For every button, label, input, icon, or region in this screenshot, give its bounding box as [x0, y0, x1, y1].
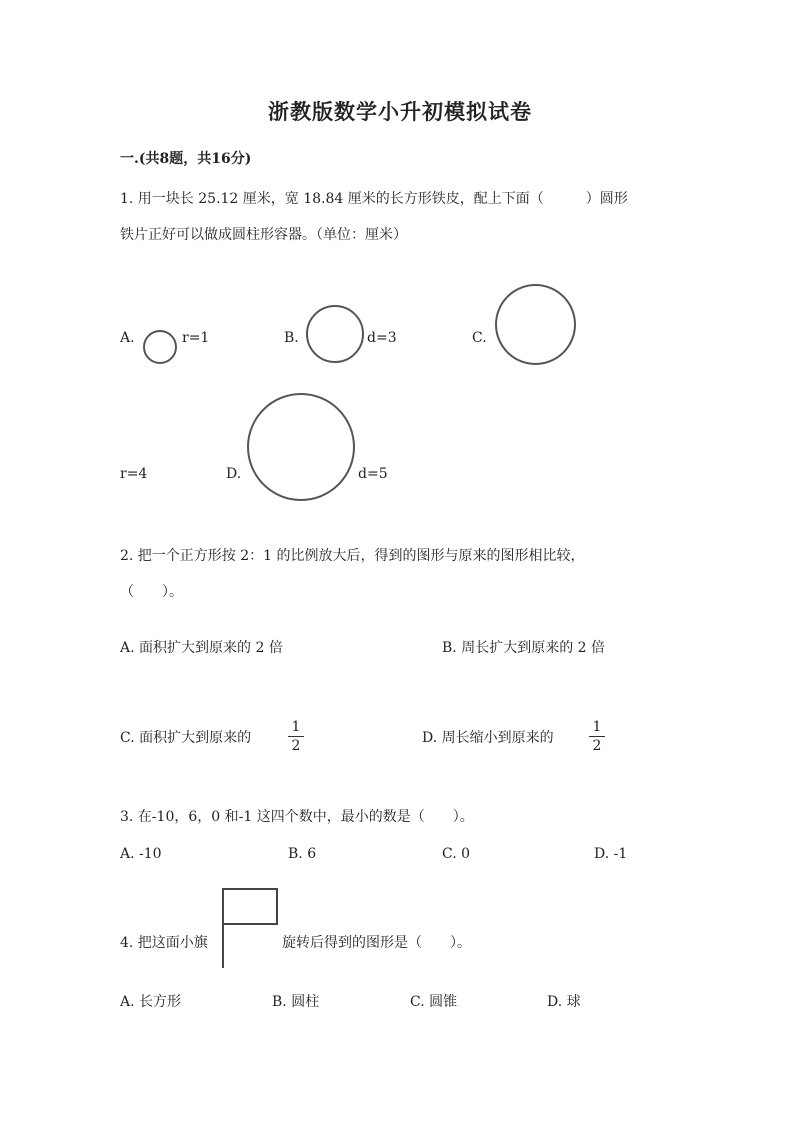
q2-line1: 2. 把一个正方形按 2：1 的比例放大后，得到的图形与原来的图形相比较，: [120, 548, 585, 564]
q1-label-b: d=3: [367, 330, 397, 346]
q1-circle-a: [143, 330, 177, 364]
flag-icon: [222, 888, 278, 925]
page-title: 浙教版数学小升初模拟试卷: [268, 99, 532, 124]
q4-option-c[interactable]: C. 圆锥: [410, 994, 458, 1010]
q1-line1: 1. 用一块长 25.12 厘米，宽 18.84 厘米的长方形铁皮，配上下面（ ）圆形: [120, 191, 628, 207]
fraction-bar: [288, 736, 304, 737]
fraction-numerator: 1: [592, 719, 602, 735]
q2-fraction-d: [589, 720, 605, 753]
q4-text-after: 旋转后得到的图形是（ ）。: [282, 935, 471, 951]
q1-option-a[interactable]: A.: [120, 330, 135, 346]
q1-circle-d: [247, 393, 355, 501]
q1-line2: 铁片正好可以做成圆柱形容器。（单位：厘米）: [120, 227, 407, 243]
q1-option-b[interactable]: B.: [284, 330, 299, 346]
q1-option-d[interactable]: D.: [226, 466, 242, 482]
q2-option-a[interactable]: A. 面积扩大到原来的 2 倍: [120, 640, 283, 656]
q3-option-d[interactable]: D. -1: [594, 846, 628, 862]
q4-option-b[interactable]: B. 圆柱: [272, 994, 320, 1010]
q3-option-b[interactable]: B. 6: [288, 846, 317, 862]
q4-option-a[interactable]: A. 长方形: [120, 994, 182, 1010]
q1-circle-c: [495, 284, 576, 365]
q2-option-b[interactable]: B. 周长扩大到原来的 2 倍: [442, 640, 605, 656]
q2-option-c[interactable]: C. 面积扩大到原来的: [120, 730, 252, 746]
section-heading: 一.(共8题，共16分): [120, 151, 252, 167]
q1-label-c: r=4: [120, 466, 148, 482]
fraction-denominator: 2: [291, 738, 301, 754]
q4-option-d[interactable]: D. 球: [547, 994, 581, 1010]
q1-label-a: r=1: [182, 330, 210, 346]
flag-pole: [222, 888, 224, 968]
fraction-numerator: 1: [291, 719, 301, 735]
q2-option-d[interactable]: D. 周长缩小到原来的: [422, 730, 554, 746]
q1-circle-b: [306, 305, 364, 363]
q3-text: 3. 在-10，6，0 和-1 这四个数中，最小的数是（ ）。: [120, 809, 474, 825]
q2-fraction-c: [288, 720, 304, 753]
fraction-bar: [589, 736, 605, 737]
q3-option-c[interactable]: C. 0: [442, 846, 471, 862]
q2-line2: （ ）。: [120, 584, 183, 600]
q1-label-d: d=5: [358, 466, 388, 482]
q1-option-c[interactable]: C.: [472, 330, 487, 346]
q3-option-a[interactable]: A. -10: [120, 846, 162, 862]
q4-text-before: 4. 把这面小旗: [120, 935, 208, 951]
fraction-denominator: 2: [592, 738, 602, 754]
